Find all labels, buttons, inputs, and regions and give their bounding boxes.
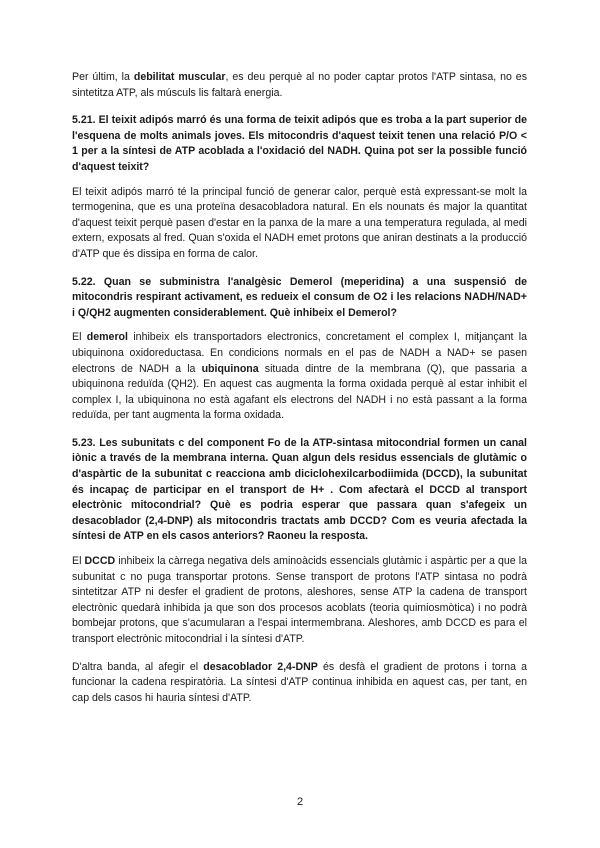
answer-5-23-part-1 <box>72 554 527 648</box>
question-5-21: 5.21. El teixit adipós marró és una forma de teixit adipós que es troba a la part superior de l'esquena de molts animals joves. Els mitocondris d'aquest teixit tenen una relació P/O < 1 per a la síntesi de ATP acoblada a l'oxidació del NADH. Quina pot ser la possible funció d'aquest teixit? <box>72 114 527 173</box>
answer-5-23-text-4: és desfà el gradient de protons i torna a funcionar la cadena respiratòria. La síntesi d'ATP continua inhibida en aquest cas, per tant, en cap dels casos hi hauria síntesi d'ATP. <box>72 660 528 704</box>
answer-5-22-text-3: situada dintre de la membrana (Q), que passaria a ubiquinona reduïda (QH2). En aquest cas augmenta la forma oxidada perquè al estar inhibit el complex I, la ubiquinona no està agafant els electrons del NADH i no està passant a la forma reduïda, per tant augmenta la forma oxidada. <box>72 362 527 422</box>
question-5-22: 5.22. Quan se subministra l'analgèsic Demerol (meperidina) a una suspensió de mitocondris respirant activament, es redueix el consum de O2 i les relacions NADH/NAD+ i Q/QH2 augmenten considerablement. Què inhibeix el Demerol? <box>72 275 527 319</box>
page-number: 2 <box>296 796 304 808</box>
question-5-23: 5.23. Les subunitats c del component Fo de la ATP-sintasa mitocondrial formen un canal iònic a través de la membrana interna. Quan algun dels residus essencials de glutàmic o d'aspàrtic de la subunitat c reacciona amb diciclohexilcarbodiimida (DCCD), la subunitat és incapaç de participar en el transport de H+ . Com afectarà el DCCD al transport electrònic mitocondrial? Què es podria esperar que passara quan s'afegeix un desacoblador (2,4-DNP) als mitocondris tractats amb DCCD? Com es veuria afectada la síntesi de ATP en els casos anteriors? Raoneu la resposta. <box>72 436 527 543</box>
answer-5-23-bold-dccd: DCCD <box>84 555 116 568</box>
answer-5-22 <box>72 330 527 424</box>
answer-5-23-text-2: inhibeix la càrrega negativa dels aminoàcids essencials glutàmic i aspàrtic per a que la subunitat c no puga transportar protons. Sense transport de protons l'ATP sintasa no podrà sintetitzar ATP ni desfer el gradient de protons, aleshores, sense ATP la cadena de transport electrònic quedarà inhibida ja que son dos procesos acoblats (teoria quimiosmòtica) i no podrà bombejar protons, que s'acumularan a l'espai intermembrana. Aleshores, amb DCCD es para el transport electrònic mitocondrial i la síntesi d'ATP. <box>72 555 527 645</box>
answer-5-23-text-3: D'altra banda, al afegir el <box>72 660 204 673</box>
answer-5-21: El teixit adipós marró té la principal funció de generar calor, perquè està expressant-se molt la termogenina, que es una proteïna desacobladora natural. En els nounats és major la quantitat d'aquest teixit perquè pasen d'estar en la panxa de la mare a una temperatura regulada, al medi extern, exposats al fred. Quan s'oxida el NADH emet protons que aniran destinats a la producció d'ATP que és dissipa en forma de calor. <box>72 185 527 260</box>
intro-text-1: Per últim, la <box>72 71 134 83</box>
answer-5-22-bold-ubiquinona: ubiquinona <box>201 362 259 375</box>
answer-5-22-bold-demerol: demerol <box>86 331 128 344</box>
intro-bold-term: debilitat muscular <box>133 71 226 83</box>
answer-5-22-text-1: El <box>72 331 87 344</box>
intro-text-2: , es deu perquè al no poder captar protos l'ATP sintasa, no es sintetitza ATP, als músculs lis faltarà energia. <box>72 71 527 99</box>
intro-paragraph <box>72 70 527 101</box>
answer-5-23-part-2 <box>72 660 527 707</box>
answer-5-23-text-1: El <box>72 555 85 568</box>
document-body <box>72 70 527 706</box>
answer-5-23-bold-dnp: desacoblador 2,4-DNP <box>203 660 318 673</box>
answer-5-22-text-2: inhibeix els transportadors electronics, concretament el complex I, mitjançant la ubiquinona oxidoreductasa. En condicions normals en el pas de NADH a NAD+ se pasen electrons de NADH a la <box>72 331 527 375</box>
